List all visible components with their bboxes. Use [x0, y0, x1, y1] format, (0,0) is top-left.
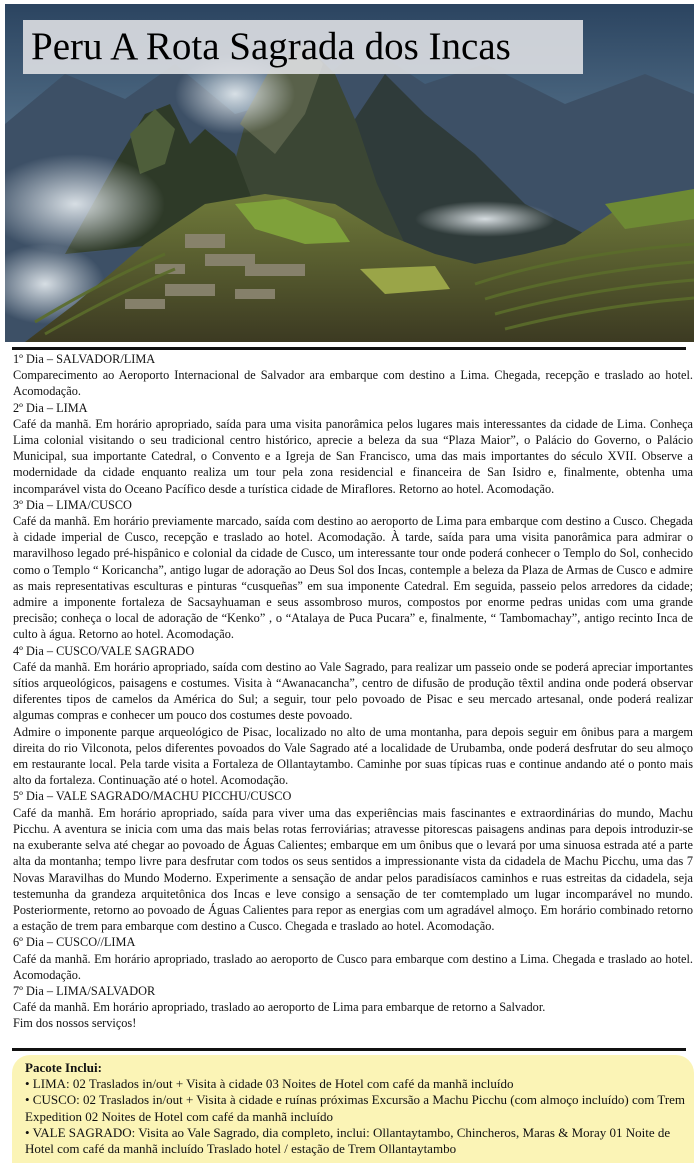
- day-title: 2º Dia – LIMA: [13, 400, 88, 415]
- day-description: Café da manhã. Em horário apropriado, saída para uma visita panorâmica pelos lugares mais interessantes da cidade de Lima. Conheça Lima colonial visitando o seu tradicional centro histórico, aprecie a beleza da sua “Plaza Maior”, o Palácio do Governo, o Palácio Municipal, sua importante Catedral, o Convento e a Igreja de San Francisco, uma das mais importantes do século XVII. Observe a modernidade da cidade enquanto realiza um tour pela zona residencial e financeira de San Isidro e, finalmente, obtenha uma incomparável vista do Oceano Pacífico desde a turística cidade de Miraflores. Retorno ao hotel. Acomodação.: [13, 416, 693, 496]
- day-description: Café da manhã. Em horário apropriado, saída para viver uma das experiências mais fascinantes e extraordinárias do mundo, Machu Picchu. A aventura se inicia com uma das mais belas rotas ferroviárias; atravesse pitorescas paisagens andinas para depois introduzir-se na exuberante selva até chegar ao povoado de Águas Calientes; embarque em um ônibus que o levará por uma sinuosa estrada até a parte alta da montanha; tempo livre para desfrutar com todos os seus sentidos a impressionante vista da cidadela de Machu Picchu, uma das 7 Novas Maravilhas do Mundo Moderno. Experimente a sensação de andar pelos paradisíacos caminhos e ruas estreitas da cidadela, seja testemunha da grandeza arquitetônica dos Incas e leve consigo a sensação de ter comtemplado um lugar incomparável no mundo. Posteriormente, retorno ao povoado de Águas Calientes para repor as energias com um agradável almoço. Em horário combinado retorno a estação de trem para embarque com destino a Cusco. Chegada e traslado ao hotel. Acomodação.: [13, 805, 693, 934]
- day-title: 7º Dia – LIMA/SALVADOR: [13, 983, 156, 998]
- package-item: • VALE SAGRADO: Visita ao Vale Sagrado, dia completo, inclui: Ollantaytambo, Chincheros, Maras & Moray 01 Noite de Hotel com café da manhã incluído Traslado hotel / estação de Trem Ollantaytambo: [25, 1124, 671, 1157]
- title-banner: [23, 20, 583, 74]
- day-title: 5º Dia – VALE SAGRADO/MACHU PICCHU/CUSCO: [13, 789, 292, 804]
- day-title: 3º Dia – LIMA/CUSCO: [13, 497, 132, 512]
- package-box: [12, 1055, 694, 1163]
- page-title: Peru A Rota Sagrada dos Incas: [31, 25, 511, 68]
- hero-photo: [5, 4, 694, 342]
- day-description: Fim dos nossos serviços!: [13, 1016, 137, 1031]
- package-item: • CUSCO: 02 Traslados in/out + Visita à cidade e ruínas próximas Excursão a Machu Picchu (com almoço incluído) com Trem Expedition 02 Noites de Hotel com café da manhã incluído: [25, 1092, 686, 1124]
- day-description: Café da manhã. Em horário apropriado, saída com destino ao Vale Sagrado, para realizar um passeio onde se poderá apreciar importantes sítios arqueológicos, paisagens e costumes. Visita à “Awanacancha”, centro de difusão de produção têxtil andina onde poderá observar diferentes tipos de camelos da América do Sul; a seguir, tour pelo povoado de Pisac e seu mercado artesanal, onde poderá realizar algumas compras e conhecer um pouco dos costumes deste povoado.: [13, 659, 693, 723]
- divider-bottom: [12, 1048, 686, 1051]
- day-description: Café da manhã. Em horário apropriado, traslado ao aeroporto de Cusco para embarque com destino a Lima. Chegada e traslado ao hotel. Acomodação.: [13, 951, 693, 982]
- day-title: 1º Dia – SALVADOR/LIMA: [13, 352, 156, 366]
- package-title: Pacote Inclui:: [25, 1060, 102, 1075]
- day-description: Admire o imponente parque arqueológico de Pisac, localizado no alto de uma montanha, para depois seguir em ônibus para a margem direita do rio Vilconota, pelos diferentes povoados do Vale Sagrado até a localidade de Urubamba, onde poderá desfrutar do seu almoço em restaurante local. Pela tarde visita a Fortaleza de Ollantaytambo. Caminhe por suas típicas ruas e continue andando até o ponto mais alto da fortaleza. Continuação até o hotel. Acomodação.: [13, 724, 693, 788]
- package-list: [25, 1076, 689, 1157]
- package-item: • LIMA: 02 Traslados in/out + Visita à cidade 03 Noites de Hotel com café da manhã incluído: [25, 1076, 514, 1091]
- day-title: 6º Dia – CUSCO//LIMA: [13, 935, 136, 950]
- divider-top: [12, 347, 686, 350]
- day-description: Café da manhã. Em horário previamente marcado, saída com destino ao aeroporto de Lima para embarque com destino a Cusco. Chegada à cidade imperial de Cusco, recepção e traslado ao hotel. Acomodação. À tarde, saída para uma visita panorâmica para admirar o maravilhoso legado pré-hispânico e colonial da cidade de Cusco, um interessante tour onde poderá conhecer o Templo do Sol, conhecido como o Templo “ Koricancha”, antigo lugar de adoração ao Deus Sol dos Incas, contemple a beleza da Plaza de Armas de Cusco e admire as mais representativas esculturas e pinturas “cusqueñas” em sua imponente Catedral. Em seguida, passeio pelos arredores da cidade; admire a imponente fortaleza de Sacsayhuaman e seus assombroso muros, compostos por enorme pedras unidas com uma grande precisão; conheça o local de adoração de “Kenko” , o “Atalaya de Puca Pucara” e, finalmente, “ Tambomachay”, antigo recinto Inca de culto à água. Retorno ao hotel. Acomodação.: [13, 514, 693, 642]
- day-title: 4º Dia – CUSCO/VALE SAGRADO: [13, 643, 195, 658]
- itinerary: [13, 351, 693, 1032]
- day-description: Comparecimento ao Aeroporto Internacional de Salvador ara embarque com destino a Lima. Chegada, recepção e traslado ao hotel. Acomodação.: [13, 368, 693, 399]
- day-description: Café da manhã. Em horário apropriado, traslado ao aeroporto de Lima para embarque de retorno a Salvador.: [13, 1000, 546, 1015]
